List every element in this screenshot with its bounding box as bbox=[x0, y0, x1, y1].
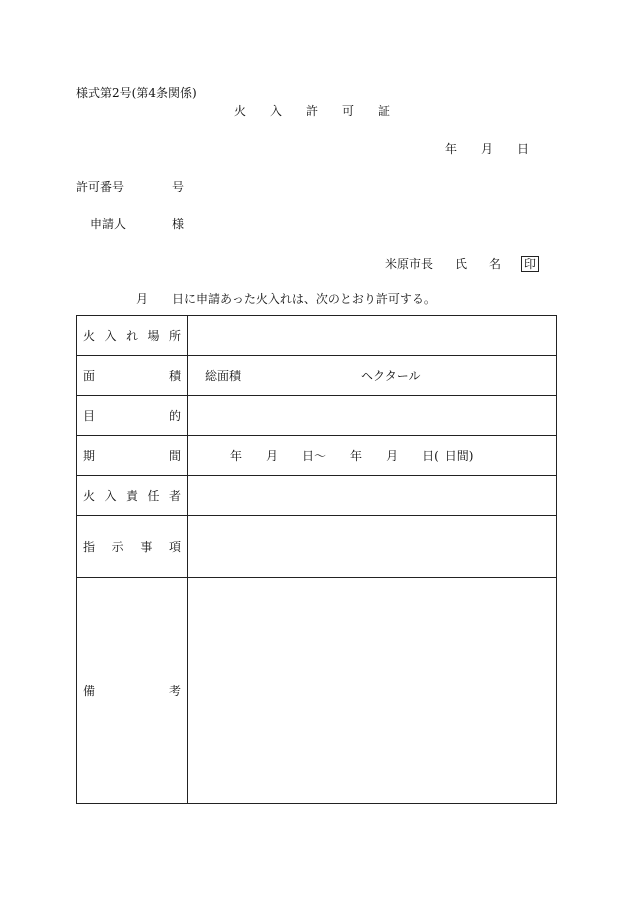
applicant-label: 申請人 bbox=[90, 217, 127, 231]
label-char: 示 bbox=[111, 540, 124, 554]
document-title bbox=[234, 105, 414, 117]
row-burn-location bbox=[77, 316, 557, 356]
value-burn-supervisor[interactable] bbox=[188, 476, 557, 516]
applicant-suffix: 様 bbox=[172, 217, 185, 231]
label-char: 積 bbox=[168, 369, 181, 383]
label-char: 任 bbox=[147, 489, 160, 503]
period-days: 日間) bbox=[444, 449, 474, 463]
label-char: 考 bbox=[168, 684, 181, 698]
period-start-day: 日〜 bbox=[302, 449, 327, 463]
issuer-name-1: 氏 bbox=[455, 257, 468, 271]
label-char: 的 bbox=[168, 409, 181, 423]
label-char: 入 bbox=[104, 329, 117, 343]
label-instructions bbox=[77, 516, 188, 578]
intro-text: 日に申請あった火入れは、次のとおり許可する。 bbox=[172, 292, 436, 306]
value-period[interactable] bbox=[188, 436, 557, 476]
issuer bbox=[385, 256, 539, 272]
label-char: 指 bbox=[83, 540, 96, 554]
label-char: 間 bbox=[168, 449, 181, 463]
title-char: 許 bbox=[306, 104, 319, 118]
label-char: 火 bbox=[83, 329, 96, 343]
issuer-title: 米原市長 bbox=[385, 257, 434, 271]
form-number-label: 様式第2号(第4条関係) bbox=[76, 86, 197, 100]
intro-statement bbox=[136, 293, 436, 305]
title-char: 可 bbox=[342, 104, 355, 118]
label-char: 責 bbox=[125, 489, 138, 503]
permit-number-label: 許可番号 bbox=[76, 180, 125, 194]
permit-number bbox=[76, 181, 184, 193]
permit-number-suffix: 号 bbox=[172, 180, 185, 194]
label-char: 面 bbox=[83, 369, 96, 383]
title-char: 証 bbox=[378, 104, 391, 118]
label-char: 事 bbox=[140, 540, 153, 554]
date-month: 月 bbox=[481, 142, 494, 156]
row-purpose bbox=[77, 396, 557, 436]
row-instructions bbox=[77, 516, 557, 578]
date-day: 日 bbox=[517, 142, 530, 156]
intro-month: 月 bbox=[136, 292, 149, 306]
issuer-name-2: 名 bbox=[489, 257, 502, 271]
period-start-month: 月 bbox=[266, 449, 279, 463]
applicant bbox=[90, 218, 184, 230]
period-end-month: 月 bbox=[386, 449, 399, 463]
value-area[interactable] bbox=[188, 356, 557, 396]
issue-date bbox=[445, 143, 529, 155]
row-burn-supervisor bbox=[77, 476, 557, 516]
seal-mark: 印 bbox=[521, 256, 539, 272]
row-period bbox=[77, 436, 557, 476]
permit-table bbox=[76, 315, 557, 804]
period-start-year: 年 bbox=[230, 449, 243, 463]
title-char: 火 bbox=[234, 104, 247, 118]
area-prefix: 総面積 bbox=[205, 369, 242, 383]
row-area bbox=[77, 356, 557, 396]
label-purpose bbox=[77, 396, 188, 436]
value-burn-location[interactable] bbox=[188, 316, 557, 356]
label-char: 場 bbox=[147, 329, 160, 343]
label-char: 火 bbox=[83, 489, 96, 503]
label-area bbox=[77, 356, 188, 396]
label-char: 入 bbox=[104, 489, 117, 503]
value-instructions[interactable] bbox=[188, 516, 557, 578]
value-purpose[interactable] bbox=[188, 396, 557, 436]
row-remarks bbox=[77, 578, 557, 804]
title-char: 入 bbox=[270, 104, 283, 118]
label-burn-supervisor bbox=[77, 476, 188, 516]
value-remarks[interactable] bbox=[188, 578, 557, 804]
label-char: 目 bbox=[83, 409, 96, 423]
label-remarks bbox=[77, 578, 188, 804]
area-unit: ヘクタール bbox=[361, 369, 421, 383]
label-char: 項 bbox=[168, 540, 181, 554]
date-year: 年 bbox=[445, 142, 458, 156]
label-burn-location bbox=[77, 316, 188, 356]
label-char: 所 bbox=[168, 329, 181, 343]
label-char: 者 bbox=[168, 489, 181, 503]
label-char: 期 bbox=[83, 449, 96, 463]
label-period bbox=[77, 436, 188, 476]
period-end-year: 年 bbox=[350, 449, 363, 463]
period-end-day: 日( bbox=[422, 449, 439, 463]
label-char: れ bbox=[125, 329, 138, 343]
label-char: 備 bbox=[83, 684, 96, 698]
